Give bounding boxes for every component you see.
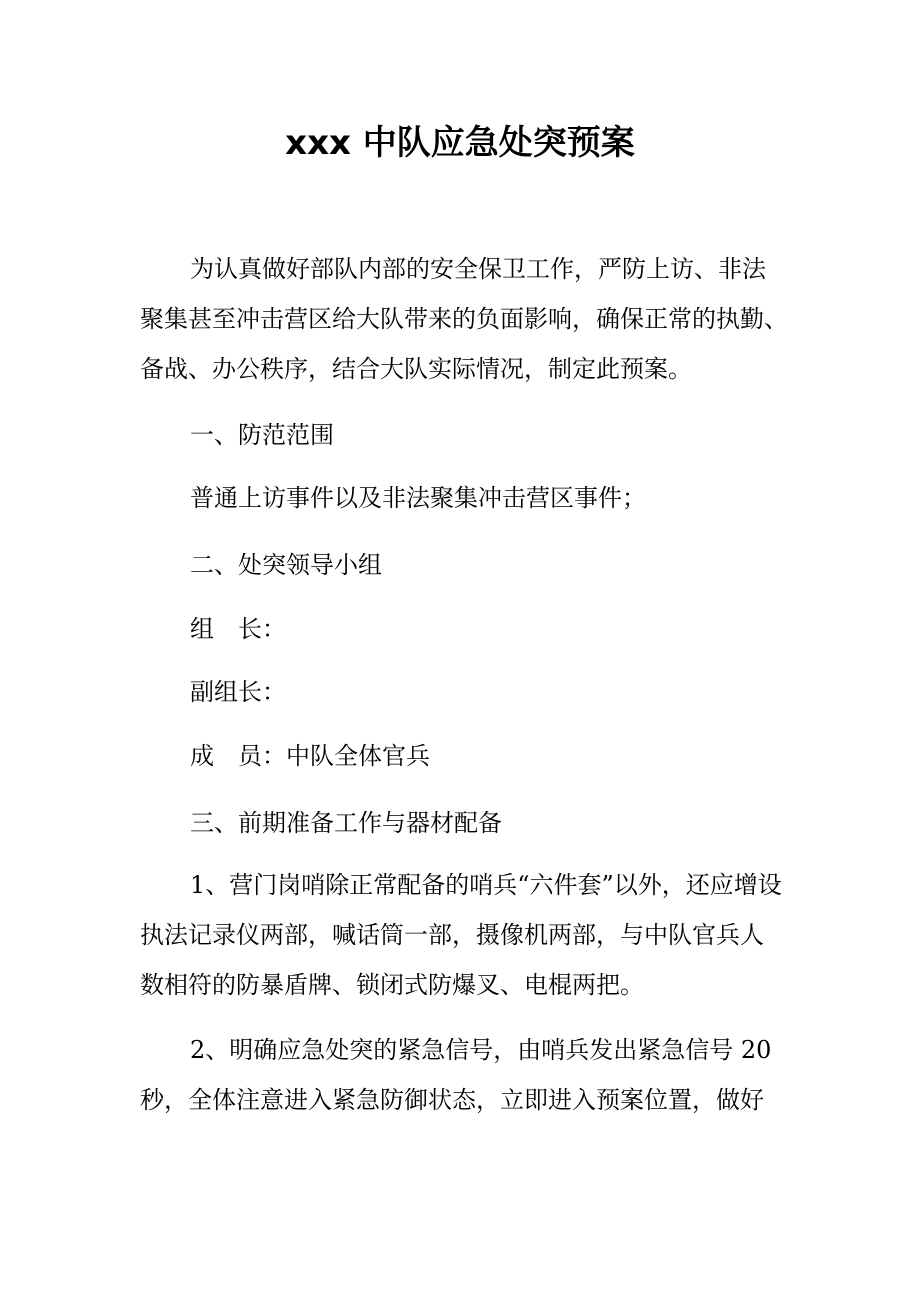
item-1-line-1: 1、营门岗哨除正常配备的哨兵“六件套”以外，还应增设	[190, 871, 782, 899]
document-title: xxx 中队应急处突预案	[285, 123, 635, 163]
section-2-heading: 二、处突领导小组	[190, 551, 382, 579]
item-1-line-3: 数相符的防暴盾牌、锁闭式防爆叉、电棍两把。	[140, 971, 644, 999]
item-1-line-2: 执法记录仪两部，喊话筒一部，摄像机两部，与中队官兵人	[140, 921, 764, 949]
intro-line-2: 聚集甚至冲击营区给大队带来的负面影响，确保正常的执勤、	[140, 305, 788, 333]
leader-line: 组 长：	[190, 615, 286, 643]
item-2-line-2: 秒，全体注意进入紧急防御状态，立即进入预案位置，做好	[140, 1086, 764, 1114]
section-1-body: 普通上访事件以及非法聚集冲击营区事件；	[190, 484, 646, 512]
deputy-leader-line: 副组长：	[190, 678, 286, 706]
members-line: 成 员：中队全体官兵	[190, 742, 430, 770]
intro-line-3: 备战、办公秩序，结合大队实际情况，制定此预案。	[140, 355, 692, 383]
intro-line-1: 为认真做好部队内部的安全保卫工作，严防上访、非法	[190, 255, 766, 283]
section-3-heading: 三、前期准备工作与器材配备	[190, 809, 502, 837]
item-2-line-1: 2、明确应急处突的紧急信号，由哨兵发出紧急信号 20	[190, 1036, 772, 1064]
section-1-heading: 一、防范范围	[190, 421, 334, 449]
